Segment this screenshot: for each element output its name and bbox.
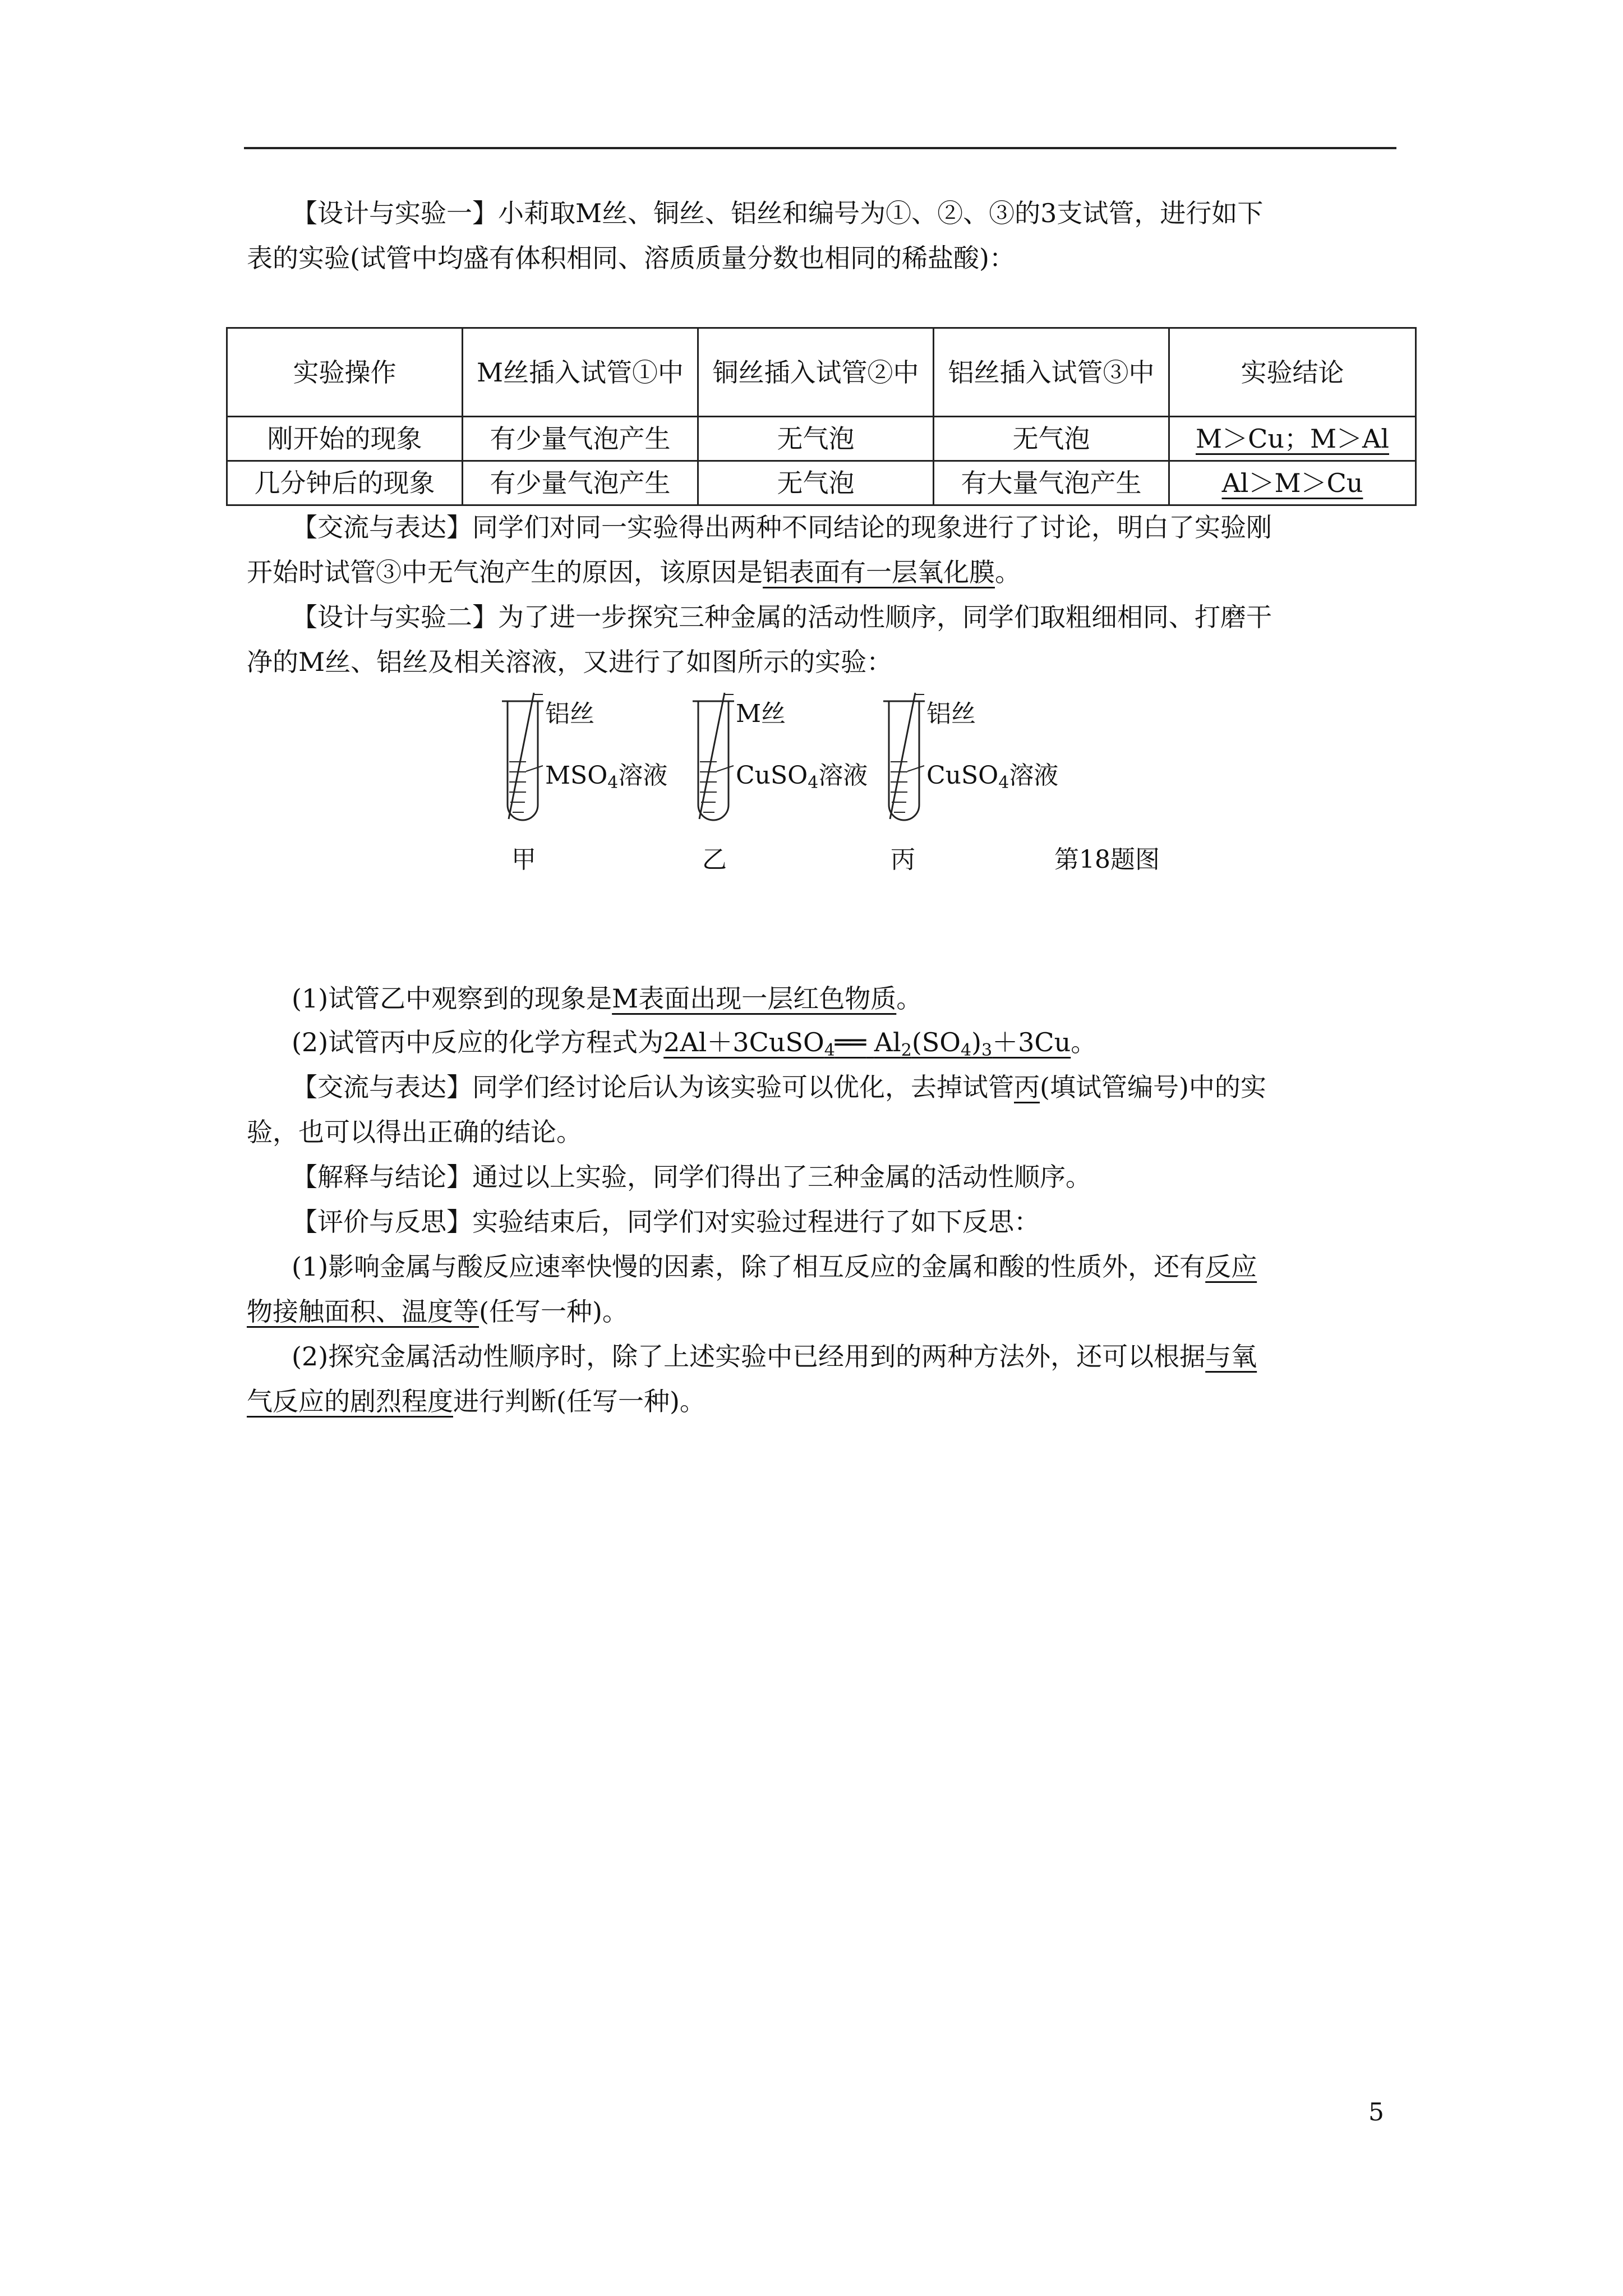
table-cell (1169, 417, 1416, 461)
reflect-1-line2: 物接触面积、温度等(任写一种)。 (247, 1296, 628, 1327)
tube-label-jia: 甲 (511, 845, 536, 874)
table-cell: 无气泡 (934, 417, 1169, 461)
wire-label-jia: 铝丝 (545, 700, 594, 728)
reflect-2-line1: (2)探究金属活动性顺序时，除了上述实验中已经用到的两种方法外，还可以根据与氧 (292, 1341, 1257, 1372)
table-header-cell: M丝插入试管①中 (463, 328, 698, 417)
table-cell: 刚开始的现象 (227, 417, 463, 461)
answer-factor-part2: 物接触面积、温度等 (247, 1296, 479, 1327)
wire-line (509, 693, 534, 819)
reflect-intro: 【评价与反思】实验结束后，同学们对实验过程进行了如下反思： (292, 1207, 1040, 1237)
tube-label-bing: 丙 (891, 845, 915, 874)
table-cell: 有少量气泡产生 (463, 461, 698, 505)
design2-line1: 【设计与实验二】为了进一步探究三种金属的活动性顺序，同学们取粗细相同、打磨干 (292, 602, 1272, 632)
answer-method-part2: 气反应的剧烈程度 (247, 1386, 453, 1416)
experiment-table (226, 327, 1417, 506)
table-row (227, 417, 1416, 461)
table-header-cell: 实验操作 (227, 328, 463, 417)
wire-label-yi: M丝 (736, 700, 786, 728)
para1-line1: 【设计与实验一】小莉取M丝、铜丝、铝丝和编号为①、②、③的3支试管，进行如下 (292, 198, 1264, 228)
page-number: 5 (1368, 2098, 1384, 2127)
table-cell: 有少量气泡产生 (463, 417, 698, 461)
reflect-1-line1: (1)影响金属与酸反应速率快慢的因素，除了相互反应的金属和酸的性质外，还有反应 (292, 1251, 1257, 1282)
wire-label-bing: 铝丝 (926, 700, 976, 728)
para1-line2: 表的实验(试管中均盛有体积相同、溶质质量分数也相同的稀盐酸)： (247, 243, 1015, 273)
answer-tube-bing: 丙 (1014, 1072, 1040, 1102)
design2-line2: 净的M丝、铝丝及相关溶液，又进行了如图所示的实验： (247, 647, 893, 677)
test-tube-bing (883, 693, 925, 820)
tube-label-yi: 乙 (702, 845, 727, 874)
solution-label-jia: $MSO_4$溶液 (545, 761, 668, 793)
test-tube-yi (693, 693, 734, 820)
table-row (227, 461, 1416, 505)
answer-oxide-film: 铝表面有一层氧化膜 (763, 557, 995, 587)
conclusion-line: 【解释与结论】通过以上实验，同学们得出了三种金属的活动性顺序。 (292, 1162, 1091, 1192)
answer-method-part1: 与氧 (1205, 1341, 1257, 1372)
table-cell: 无气泡 (698, 461, 934, 505)
test-tube-jia (502, 693, 543, 820)
table-cell (1169, 461, 1416, 505)
answer-factor-part1: 反应 (1205, 1251, 1257, 1282)
answer-red-substance: M表面出现一层红色物质 (612, 983, 897, 1014)
exchange2-line1: 【交流与表达】同学们经讨论后认为该实验可以优化，去掉试管丙(填试管编号)中的实 (292, 1072, 1266, 1102)
header-rule (244, 147, 1396, 149)
answer-conclusion-1: M＞Cu；M＞Al (1196, 424, 1389, 454)
question-2: (2)试管丙中反应的化学方程式为2Al＋3CuSO$_4$══ $Al_2(SO_4)_3+3Cu$。 (292, 1027, 1097, 1060)
figure-caption: 第18题图 (1054, 845, 1160, 874)
answer-conclusion-2: Al＞M＞Cu (1221, 468, 1363, 498)
table-cell: 无气泡 (698, 417, 934, 461)
reflect-2-line2: 气反应的剧烈程度进行判断(任写一种)。 (247, 1386, 706, 1416)
question-1: (1)试管乙中观察到的现象是M表面出现一层红色物质。 (292, 983, 923, 1014)
table-header-cell: 铜丝插入试管②中 (698, 328, 934, 417)
table-cell: 有大量气泡产生 (934, 461, 1169, 505)
solution-label-bing: CuSO$_4$溶液 (926, 761, 1059, 793)
table-cell: 几分钟后的现象 (227, 461, 463, 505)
table-header-cell: 实验结论 (1169, 328, 1416, 417)
exchange2-line2: 验，也可以得出正确的结论。 (247, 1117, 582, 1147)
table-header-row (227, 328, 1416, 417)
exchange1-line1: 【交流与表达】同学们对同一实验得出两种不同结论的现象进行了讨论，明白了实验刚 (292, 512, 1272, 542)
answer-equation: 2Al＋3CuSO$_4$══ $Al_2(SO_4)_3+3Cu$ (663, 1027, 1071, 1060)
solution-label-yi: CuSO$_4$溶液 (736, 761, 868, 793)
table-header-cell: 铝丝插入试管③中 (934, 328, 1169, 417)
exchange1-line2: 开始时试管③中无气泡产生的原因，该原因是铝表面有一层氧化膜。 (247, 557, 1021, 587)
